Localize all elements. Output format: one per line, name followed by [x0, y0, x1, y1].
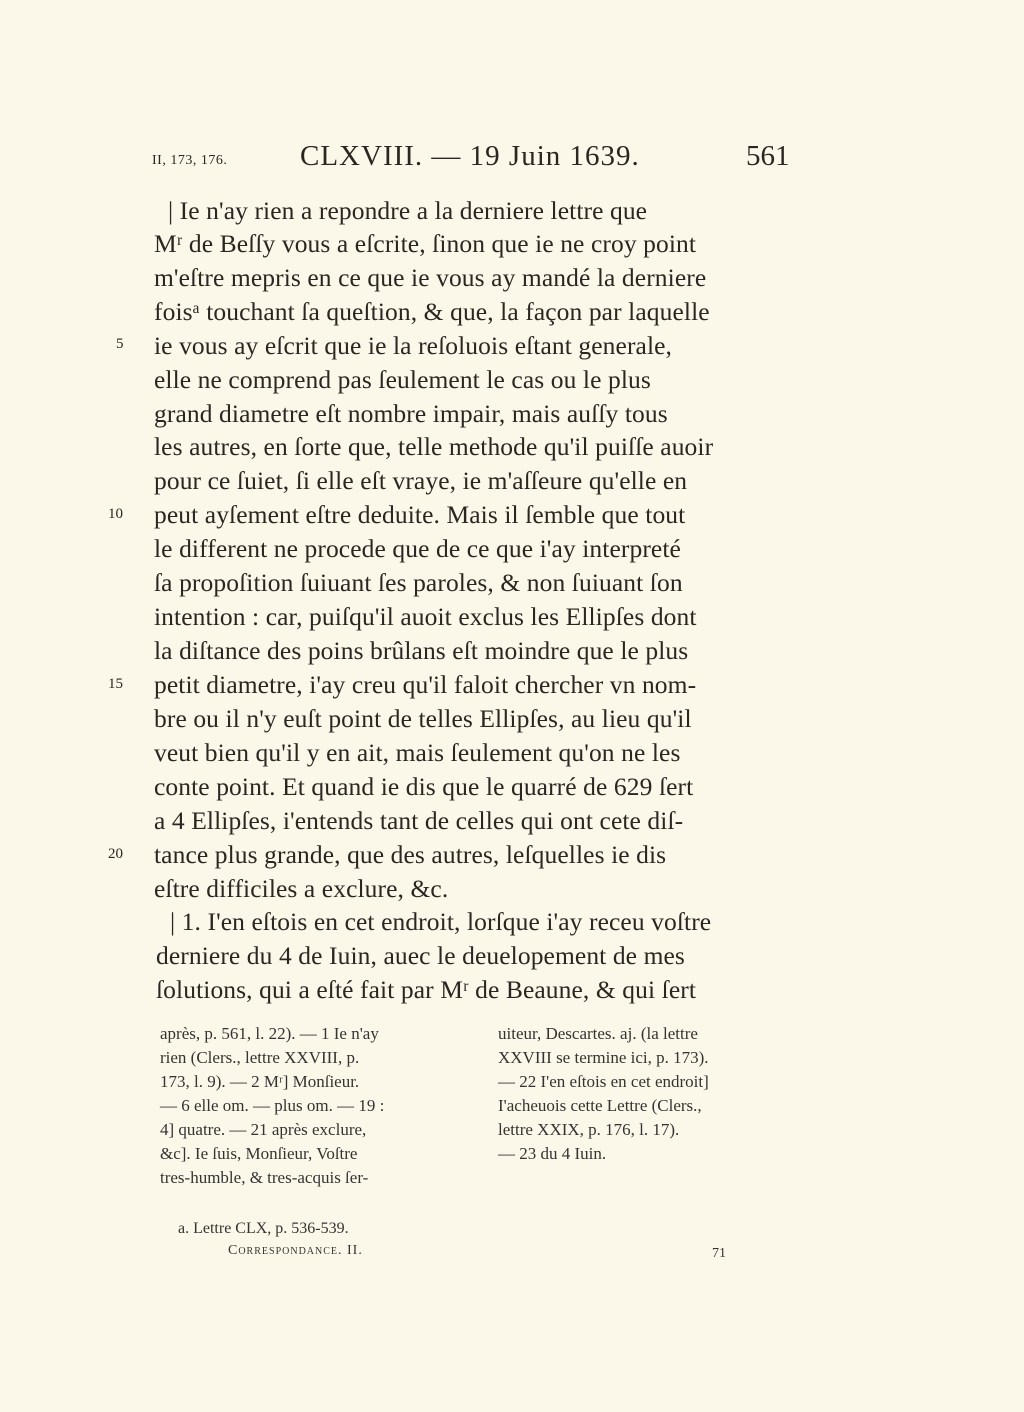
body-line: eſtre difficiles a exclure, &c.	[154, 874, 449, 903]
body-line: les autres, en ſorte que, telle methode qu'il puiſſe auoir	[154, 432, 714, 461]
body-line: la diſtance des poins brûlans eſt moindre que le plus	[154, 636, 689, 665]
note-line: XXVIII se termine ici, p. 173).	[498, 1048, 709, 1067]
line-number: 20	[108, 846, 123, 862]
body-line: intention : car, puiſqu'il auoit exclus les Ellipſes dont	[154, 602, 697, 631]
body-line: bre ou il n'y euſt point de telles Ellipſes, au lieu qu'il	[154, 704, 692, 733]
note-line: — 6 elle om. — plus om. — 19 :	[160, 1096, 385, 1115]
note-line: 4] quatre. — 21 après exclure,	[160, 1120, 367, 1139]
body-line: petit diametre, i'ay creu qu'il faloit chercher vn nom-	[154, 670, 697, 699]
header-reference: II, 173, 176.	[152, 153, 228, 168]
body-line: derniere du 4 de Iuin, auec le deuelopement de mes	[156, 941, 685, 970]
footnote-a: a. Lettre CLX, p. 536-539.	[178, 1220, 349, 1237]
body-line: foisᵃ touchant ſa queſtion, & que, la façon par laquelle	[154, 297, 710, 326]
body-line: ſolutions, qui a eſté fait par Mʳ de Beaune, & qui ſert	[156, 975, 697, 1004]
body-line: ie vous ay eſcrit que ie la reſoluois eſtant generale,	[154, 331, 673, 360]
body-line: veut bien qu'il y en ait, mais ſeulement qu'on ne les	[154, 738, 681, 767]
body-line: Mʳ de Beſſy vous a eſcrite, ſinon que ie ne croy point	[154, 229, 697, 258]
body-line: ſa propoſition ſuiuant ſes paroles, & non ſuiuant ſon	[154, 568, 683, 597]
signature-mark: Correspondance. II.	[228, 1243, 363, 1258]
body-line: m'eſtre mepris en ce que ie vous ay mandé la derniere	[154, 263, 707, 292]
body-line: | Ie n'ay rien a repondre a la derniere lettre que	[168, 196, 648, 225]
page-number: 561	[746, 140, 790, 172]
note-line: rien (Clers., lettre XXVIII, p.	[160, 1048, 360, 1067]
body-line: le different ne procede que de ce que i'ay interpreté	[154, 534, 681, 563]
note-line: I'acheuois cette Lettre (Clers.,	[498, 1096, 702, 1115]
body-line: conte point. Et quand ie dis que le quarré de 629 ſert	[154, 772, 694, 801]
line-number: 15	[108, 676, 123, 692]
body-line: peut ayſement eſtre deduite. Mais il ſemble que tout	[154, 500, 686, 529]
note-line: après, p. 561, l. 22). — 1 Ie n'ay	[160, 1024, 379, 1043]
note-line: — 22 I'en eſtois en cet endroit]	[498, 1072, 709, 1091]
signature-number: 71	[712, 1246, 726, 1261]
body-line: grand diametre eſt nombre impair, mais auſſy tous	[154, 399, 668, 428]
note-line: uiteur, Descartes. aj. (la lettre	[498, 1024, 698, 1043]
body-line: elle ne comprend pas ſeulement le cas ou le plus	[154, 365, 651, 394]
body-line: tance plus grande, que des autres, leſquelles ie dis	[154, 840, 667, 869]
header-title: CLXVIII. — 19 Juin 1639.	[300, 140, 640, 172]
body-line: a 4 Ellipſes, i'entends tant de celles qui ont cete diſ-	[154, 806, 684, 835]
note-line: 173, l. 9). — 2 Mʳ] Monſieur.	[160, 1072, 360, 1091]
note-line: lettre XXIX, p. 176, l. 17).	[498, 1120, 680, 1139]
line-number: 5	[116, 336, 124, 352]
body-line: | 1. I'en eſtois en cet endroit, lorſque i'ay receu voſtre	[170, 907, 712, 936]
body-line: pour ce ſuiet, ſi elle eſt vraye, ie m'aſſeure qu'elle en	[154, 466, 688, 495]
note-line: — 23 du 4 Iuin.	[498, 1144, 607, 1163]
note-line: &c]. Ie ſuis, Monſieur, Voſtre	[160, 1144, 358, 1163]
note-line: tres-humble, & tres-acquis ſer-	[160, 1168, 369, 1187]
line-number: 10	[108, 506, 123, 522]
